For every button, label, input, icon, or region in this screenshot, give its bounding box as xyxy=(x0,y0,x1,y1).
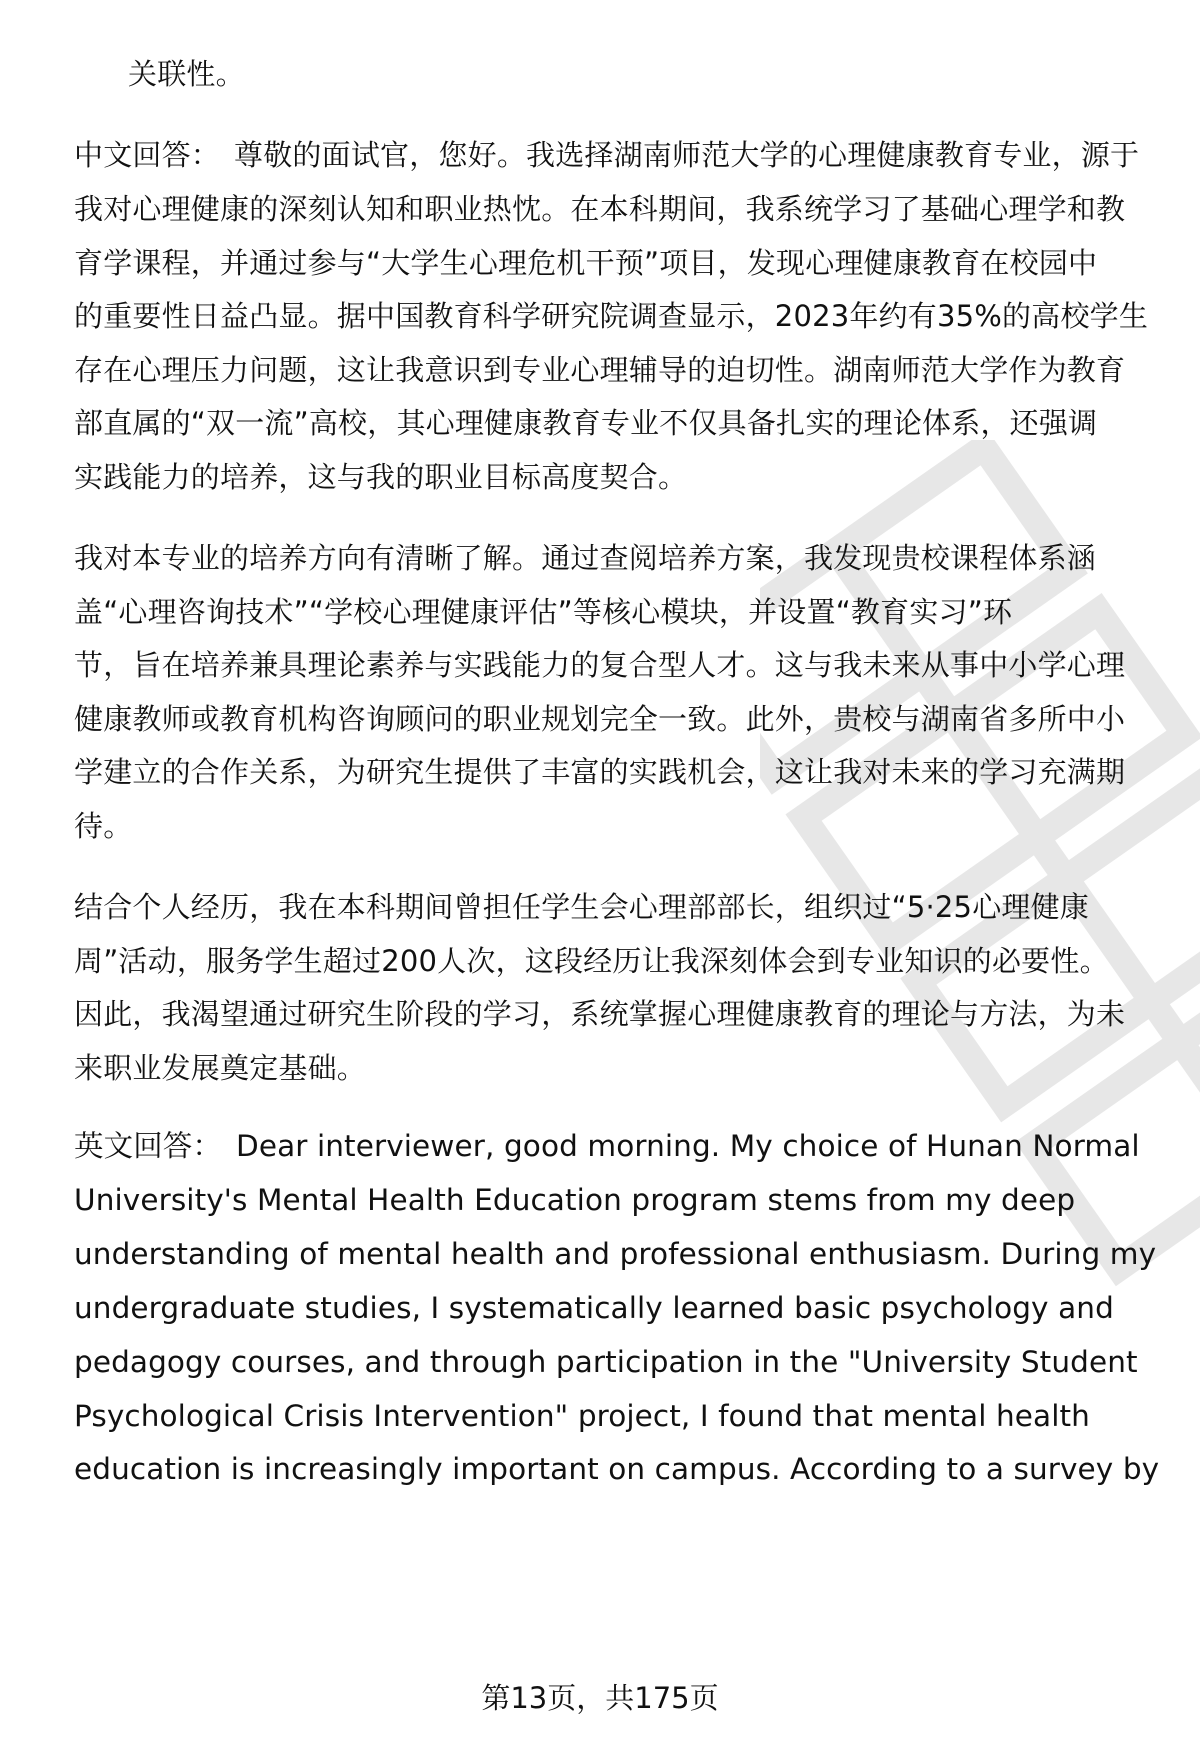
text-line: 节，旨在培养兼具理论素养与实践能力的复合型人才。这与我未来从事中小学心理 xyxy=(74,648,1126,682)
text-line: 周”活动，服务学生超过200人次，这段经历让我深刻体会到专业知识的必要性。 xyxy=(74,944,1109,978)
text-line: Dear interviewer, good morning. My choice of Hunan Normal xyxy=(236,1129,1140,1163)
text-line: 待。 xyxy=(74,809,133,843)
text-line: 结合个人经历，我在本科期间曾担任学生会心理部部长，组织过“5·25心理健康 xyxy=(74,890,1089,924)
text-line: 的重要性日益凸显。据中国教育科学研究院调查显示，2023年约有35%的高校学生 xyxy=(74,299,1149,333)
text-line: 来职业发展奠定基础。 xyxy=(74,1051,367,1085)
text-line: 实践能力的培养，这与我的职业目标高度契合。 xyxy=(74,460,688,494)
text-line: 我对心理健康的深刻认知和职业热忱。在本科期间，我系统学习了基础心理学和教 xyxy=(74,192,1126,226)
chinese-answer-first-line xyxy=(74,125,1164,185)
text-line: undergraduate studies, I systematically learned basic psychology and xyxy=(74,1291,1114,1325)
text-line: 尊敬的面试官，您好。我选择湖南师范大学的心理健康教育专业，源于 xyxy=(234,138,1140,172)
text-line: 学建立的合作关系，为研究生提供了丰富的实践机会，这让我对未来的学习充满期 xyxy=(74,755,1126,789)
text-line: 关联性。 xyxy=(128,57,245,91)
text-line: 健康教师或教育机构咨询顾问的职业规划完全一致。此外，贵校与湖南省多所中小 xyxy=(74,702,1126,736)
text-line: Psychological Crisis Intervention" project, I found that mental health xyxy=(74,1399,1090,1433)
text-line: 因此，我渴望通过研究生阶段的学习，系统掌握心理健康教育的理论与方法，为未 xyxy=(74,997,1126,1031)
text-line: 部直属的“双一流”高校，其心理健康教育专业不仅具备扎实的理论体系，还强调 xyxy=(74,406,1098,440)
text-line: education is increasingly important on campus. According to a survey by xyxy=(74,1452,1160,1486)
chinese-answer-label: 中文回答： xyxy=(74,138,221,172)
english-answer-first-line xyxy=(74,1116,1164,1176)
page-number-footer: 第13页，共175页 xyxy=(481,1681,719,1715)
text-line: understanding of mental health and professional enthusiasm. During my xyxy=(74,1237,1157,1271)
english-answer-label: 英文回答： xyxy=(74,1129,223,1163)
text-line: 我对本专业的培养方向有清晰了解。通过查阅培养方案，我发现贵校课程体系涵 xyxy=(74,541,1097,575)
text-line: 育学课程，并通过参与“大学生心理危机干预”项目，发现心理健康教育在校园中 xyxy=(74,246,1098,280)
text-line: 存在心理压力问题，这让我意识到专业心理辅导的迫切性。湖南师范大学作为教育 xyxy=(74,353,1126,387)
text-line: University's Mental Health Education program stems from my deep xyxy=(74,1183,1076,1217)
text-line: pedagogy courses, and through participation in the "University Student xyxy=(74,1345,1138,1379)
text-line: 盖“心理咨询技术”“学校心理健康评估”等核心模块，并设置“教育实习”环 xyxy=(74,595,1013,629)
